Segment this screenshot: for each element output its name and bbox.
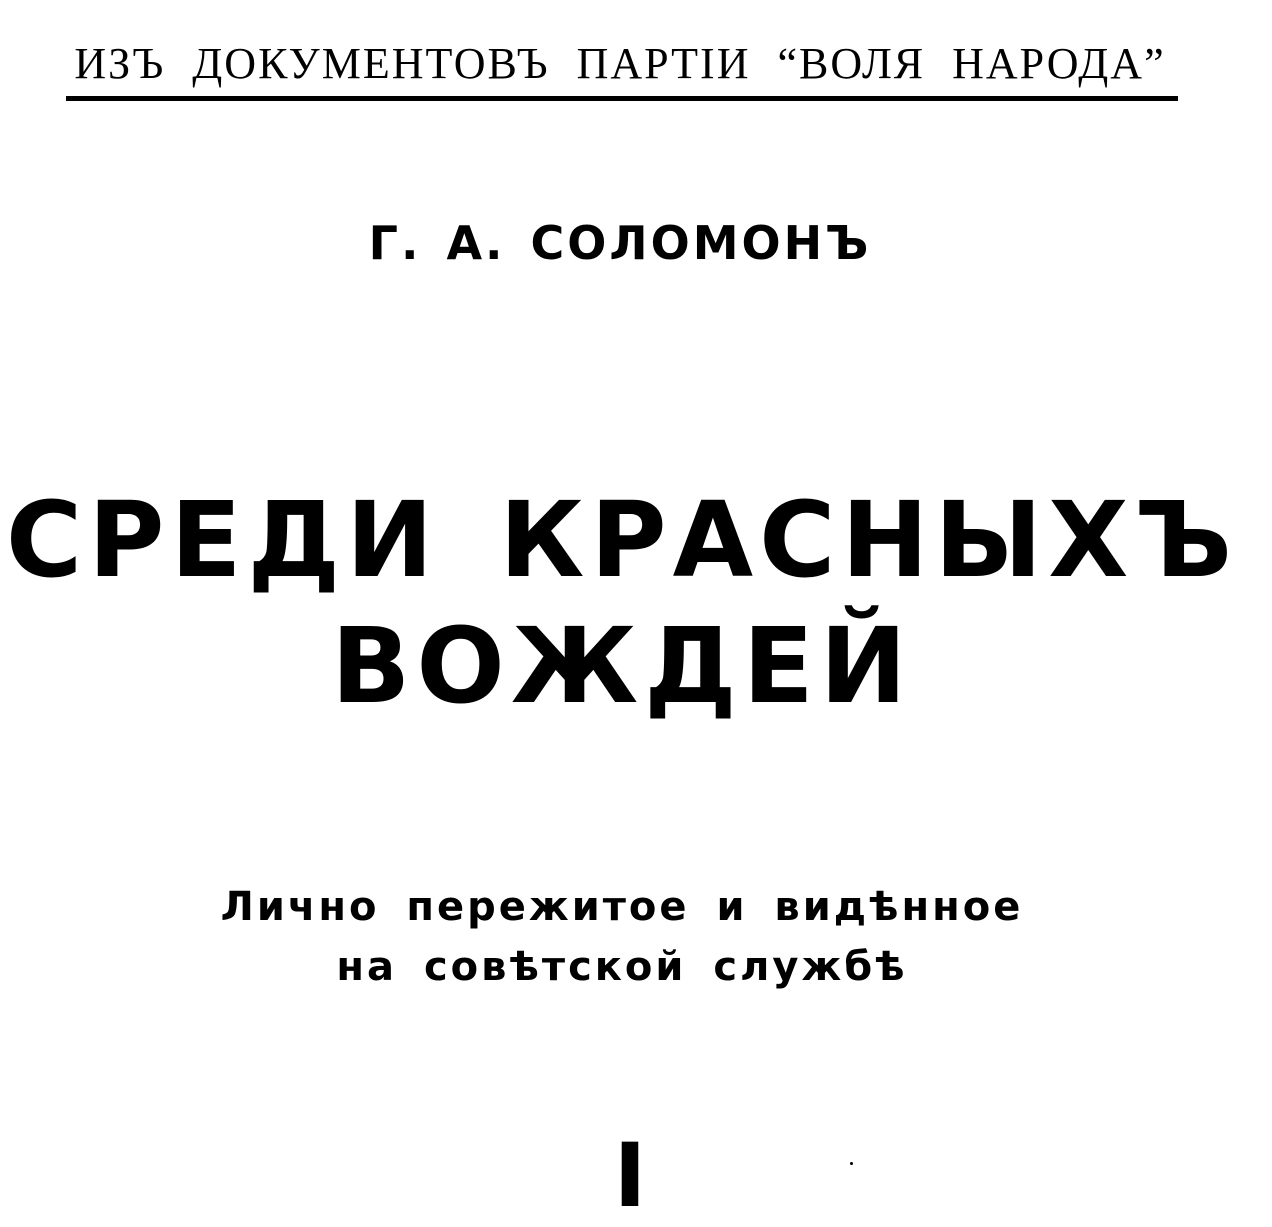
subtitle-line-2: на совѣтской службѣ (336, 944, 908, 990)
book-title-line-1: СРЕДИ КРАСНЫХЪ (5, 479, 1239, 601)
subtitle-line-1: Лично пережитое и видѣнное (220, 884, 1024, 930)
print-speck (850, 1162, 853, 1165)
header-rule (66, 96, 1178, 101)
book-title-line-2: ВОЖДЕЙ (331, 605, 913, 727)
author-name: Г. А. СОЛОМОНЪ (368, 216, 872, 270)
series-heading: ИЗЪ ДОКУМЕНТОВЪ ПАРТІИ “ВОЛЯ НАРОДА” (74, 39, 1166, 88)
volume-number: I (613, 1124, 647, 1227)
